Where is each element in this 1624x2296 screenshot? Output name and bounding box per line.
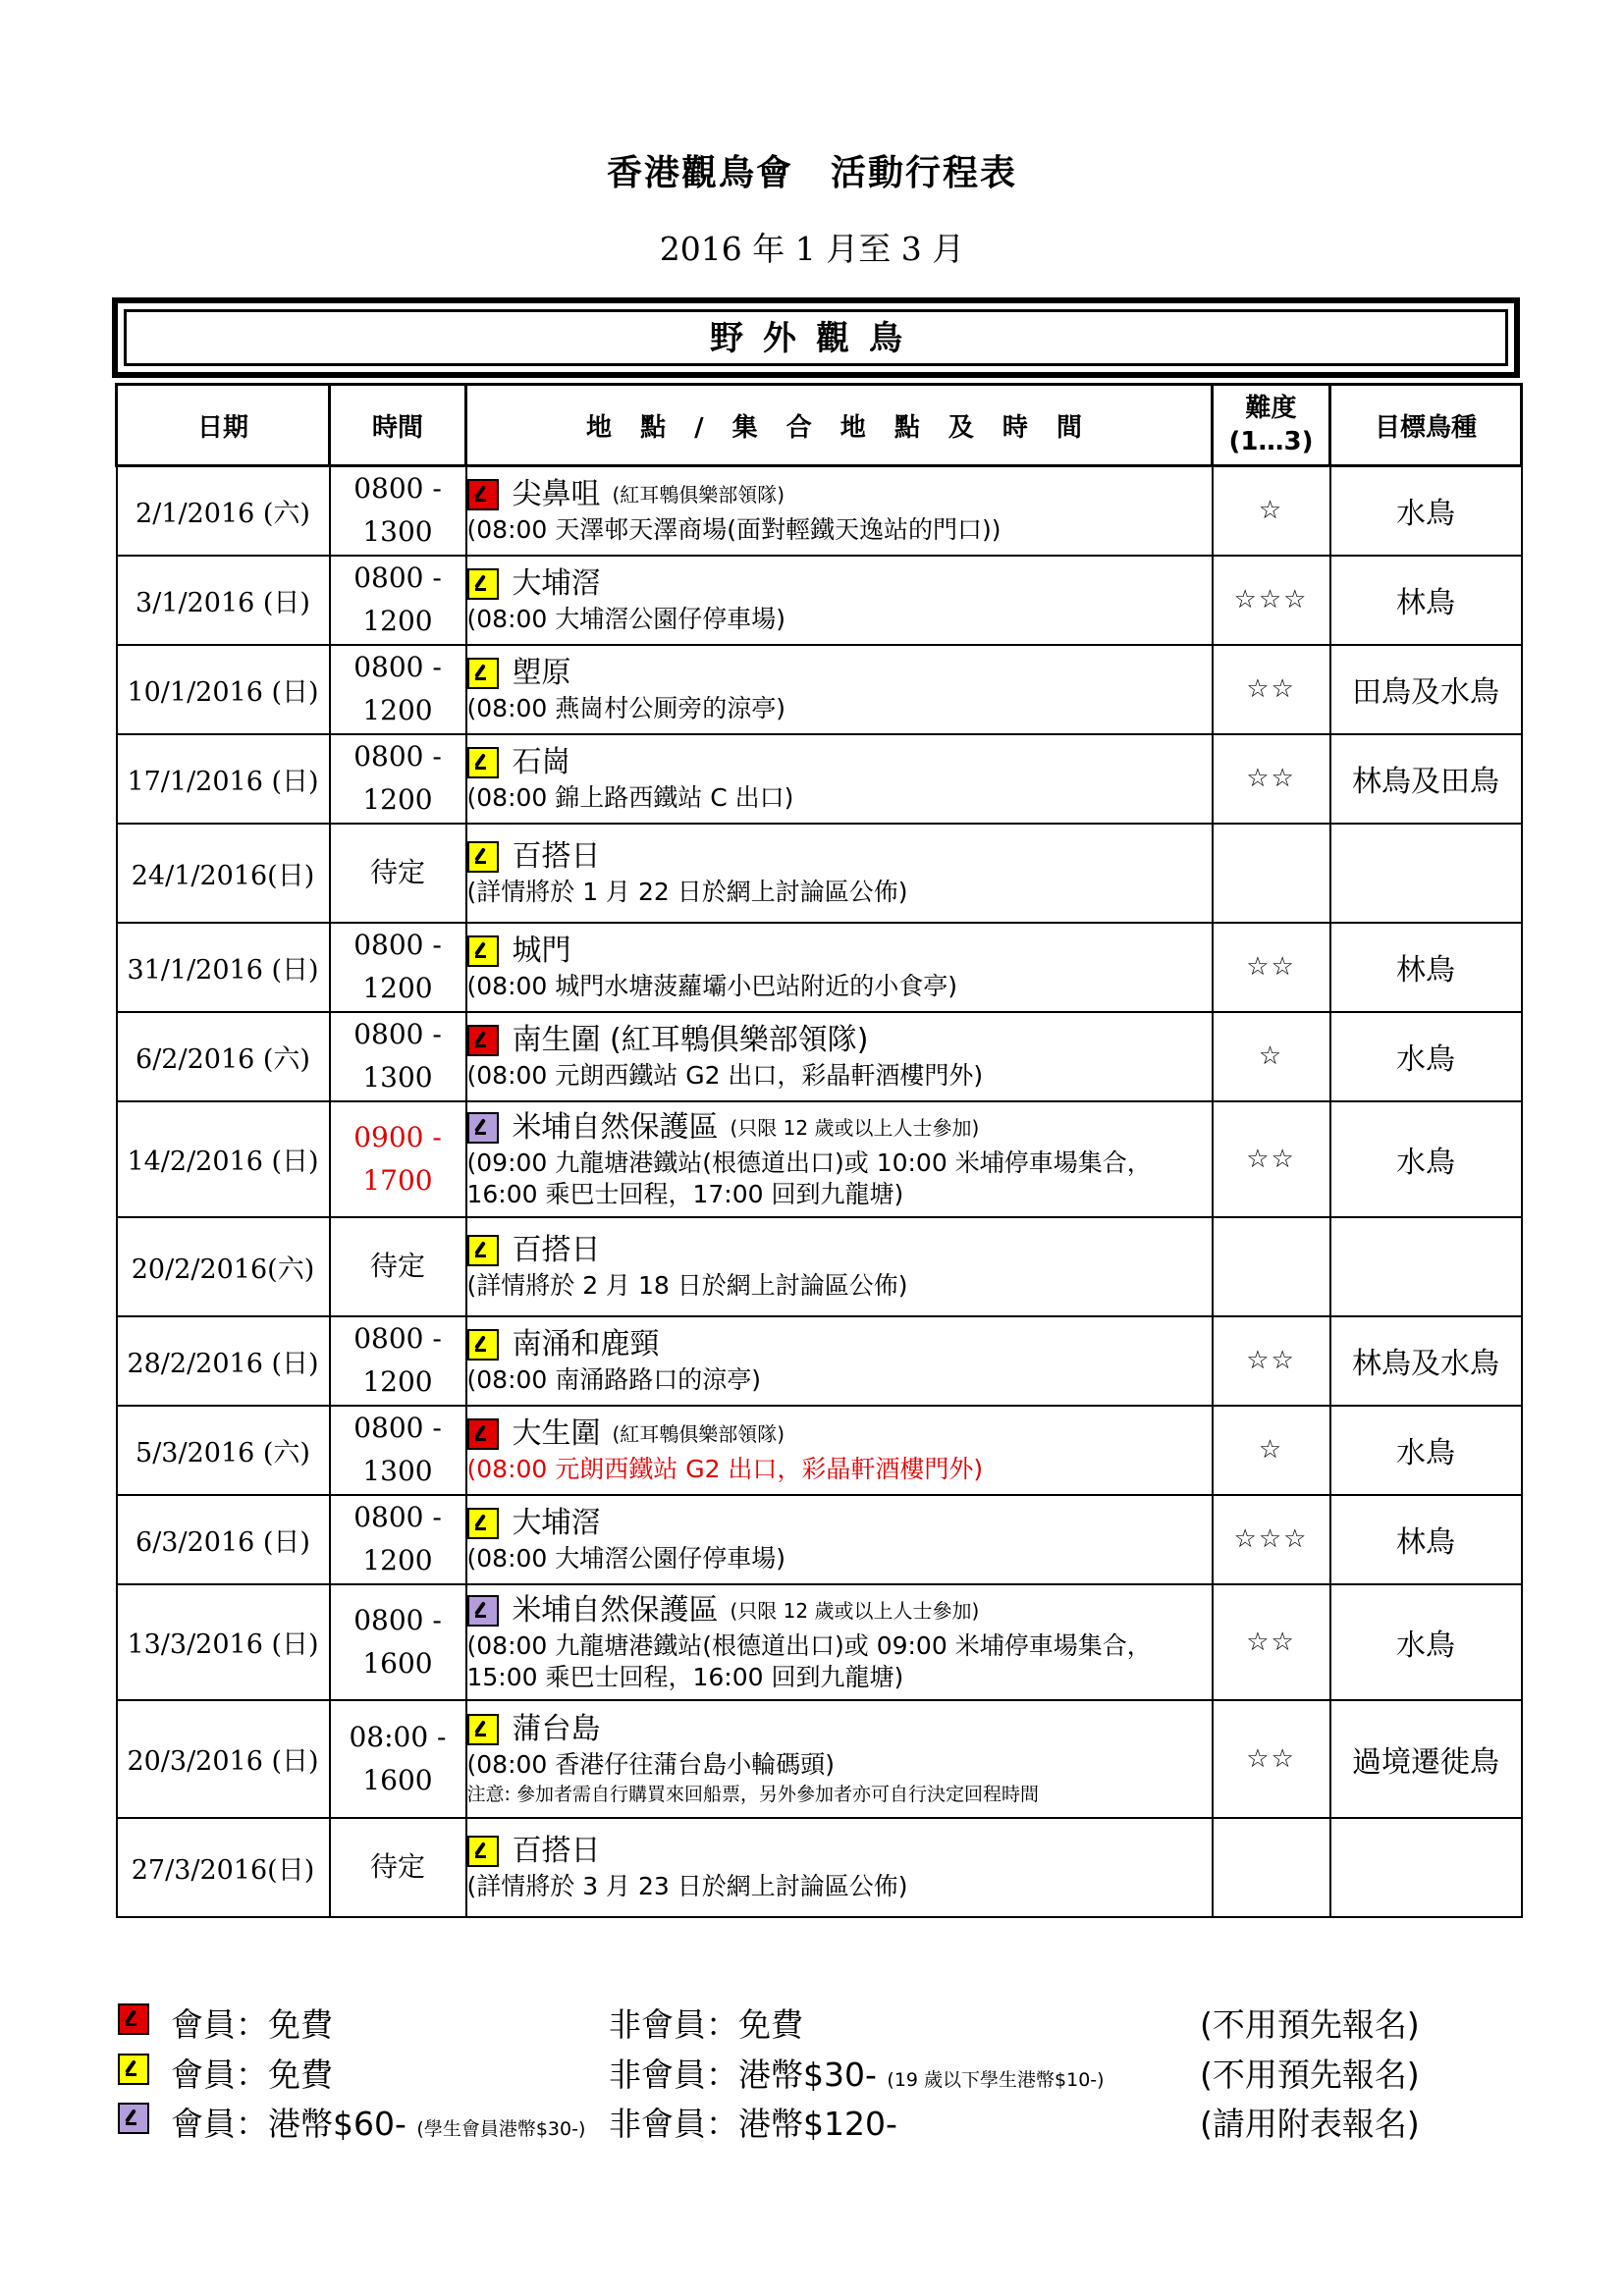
location-detail: (08:00 大埔滘公園仔停車場) [466,1544,786,1573]
location-name-line [467,1504,1212,1543]
fee-badge-yellow-icon [467,841,499,873]
location-name-line [467,932,1212,971]
cell-location [466,1818,1213,1917]
cell-target-birds: 林鳥 [1330,923,1522,1012]
location-name-line [467,1108,1212,1148]
fee-badge-yellow-icon [467,1329,499,1361]
cell-date: 10/1/2016 (日) [117,645,330,734]
time-start: 0800 - [353,1322,442,1355]
table-row [117,1700,1522,1818]
location-name: 尖鼻咀 [512,477,601,512]
cell-target-birds [1330,1217,1522,1316]
col-header-date: 日期 [117,385,330,466]
fee-badge-red-icon [467,1418,499,1450]
cell-difficulty: ☆☆☆ [1213,1495,1330,1584]
table-row [117,824,1522,923]
cell-target-birds: 水鳥 [1330,1584,1522,1700]
location-name-line [467,475,1212,514]
location-name-line [467,1832,1212,1871]
cell-difficulty [1213,1818,1330,1917]
cell-difficulty: ☆☆ [1213,1101,1330,1217]
cell-date: 27/3/2016(日) [117,1818,330,1917]
cell-target-birds: 林鳥及水鳥 [1330,1316,1522,1406]
cell-difficulty: ☆☆ [1213,1700,1330,1818]
cell-difficulty: ☆☆☆ [1213,556,1330,645]
cell-difficulty: ☆ [1213,466,1330,556]
cell-difficulty: ☆ [1213,1406,1330,1495]
time-start: 0800 - [353,1603,442,1636]
table-row [117,923,1522,1012]
location-name: 大埔滘 [512,566,601,601]
location-name: 南生圍 (紅耳鵯俱樂部領隊) [512,1023,869,1057]
table-row [117,1316,1522,1406]
location-name: 百搭日 [512,1233,601,1267]
time-end: 1200 [362,972,433,1004]
section-title: 野外觀鳥 [710,319,922,358]
fee-badge-yellow-icon [467,1714,499,1745]
cell-location [466,824,1213,923]
location-name-line [467,1021,1212,1060]
location-name-line [467,743,1212,782]
cell-target-birds: 水鳥 [1330,1406,1522,1495]
table-row [117,734,1522,824]
cell-target-birds [1330,824,1522,923]
table-header-row [117,385,1522,466]
cell-location [466,1406,1213,1495]
cell-difficulty [1213,1217,1330,1316]
time-tbd: 待定 [369,1850,425,1883]
time-start: 08:00 - [349,1720,447,1753]
cell-time [330,1818,466,1917]
cell-time [330,556,466,645]
cell-date: 3/1/2016 (日) [117,556,330,645]
cell-date: 24/1/2016(日) [117,824,330,923]
time-end: 1600 [362,1646,433,1680]
cell-time [330,1700,466,1818]
table-row [117,1101,1522,1217]
time-end: 1200 [362,1544,433,1576]
fee-badge-yellow-icon [118,2054,149,2085]
legend-nonmember-fee [609,2050,1105,2096]
cell-location [466,1316,1213,1406]
cell-location [466,645,1213,734]
location-detail: (08:00 元朗西鐵站 G2 出口，彩晶軒酒樓門外) [466,1455,984,1483]
cell-date: 5/3/2016 (六) [117,1406,330,1495]
legend-registration: (不用預先報名) [1200,2005,1420,2044]
location-name: 大埔滘 [512,1506,601,1540]
cell-time [330,1217,466,1316]
col-header-difficulty-text: 難度(1…3) [1228,394,1314,456]
location-detail: (08:00 元朗西鐵站 G2 出口，彩晶軒酒樓門外) [466,1061,984,1090]
time-end: 1200 [362,1365,433,1398]
cell-target-birds [1330,1818,1522,1917]
cell-location [466,1101,1213,1217]
legend-nonmember-text: 非會員：港幣$30- [609,2056,877,2094]
location-detail: (詳情將於 1 月 22 日於網上討論區公佈) [466,878,908,906]
cell-target-birds: 水鳥 [1330,1012,1522,1101]
col-header-time: 時間 [330,385,466,466]
cell-difficulty [1213,824,1330,923]
cell-target-birds: 水鳥 [1330,466,1522,556]
fee-badge-red-icon [118,2003,149,2035]
cell-date: 28/2/2016 (日) [117,1316,330,1406]
cell-location [466,466,1213,556]
location-detail: (08:00 香港仔往蒲台島小輪碼頭) [466,1749,836,1779]
location-detail: (詳情將於 3 月 23 日於網上討論區公佈) [466,1872,908,1900]
location-name-line [467,837,1212,877]
location-remark: (紅耳鵯俱樂部領隊) [612,1422,785,1446]
location-name-line [467,1231,1212,1270]
location-name: 百搭日 [512,1834,601,1868]
time-end: 1300 [362,1455,433,1487]
location-name-line [467,1325,1212,1364]
cell-difficulty: ☆☆ [1213,645,1330,734]
page-subtitle: 2016 年 1 月至 3 月 [659,230,965,268]
cell-location [466,1700,1213,1818]
cell-time [330,1495,466,1584]
location-name: 百搭日 [512,839,601,874]
cell-time [330,824,466,923]
cell-difficulty: ☆☆ [1213,1316,1330,1406]
fee-badge-yellow-icon [467,1235,499,1266]
time-start: 0800 - [353,561,442,594]
location-name: 米埔自然保護區 [512,1109,719,1145]
location-detail: (08:00 南涌路路口的涼亭) [466,1365,762,1394]
cell-time [330,734,466,824]
fee-badge-purple-icon [118,2103,149,2134]
legend-registration: (不用預先報名) [1200,2056,1420,2094]
legend-row [118,2046,1434,2095]
fee-badge-purple-icon [467,1595,499,1627]
table-row [117,1818,1522,1917]
cell-location [466,556,1213,645]
cell-target-birds: 林鳥 [1330,556,1522,645]
legend-member-text: 會員：免費 [171,2005,333,2044]
legend-nonmember-fee [609,2099,897,2145]
table-row [117,556,1522,645]
location-name: 塱原 [512,656,571,690]
legend-nonmember-fee [609,2000,803,2046]
schedule-table [115,383,1523,1918]
fee-badge-yellow-icon [467,935,499,967]
fee-badge-red-icon [467,479,499,510]
location-name: 南涌和鹿頸 [512,1327,660,1362]
location-note: 注意: 參加者需自行購買來回船票，另外參加者亦可自行決定回程時間 [466,1783,1039,1805]
cell-target-birds: 水鳥 [1330,1101,1522,1217]
legend-registration: (請用附表報名) [1200,2105,1420,2143]
time-tbd: 待定 [369,856,425,888]
location-name: 大生圍 [512,1416,601,1451]
cell-time [330,1012,466,1101]
cell-time [330,1584,466,1700]
cell-time [330,645,466,734]
table-row [117,1217,1522,1316]
location-remark: (只限 12 歲或以上人士參加) [730,1115,980,1140]
location-detail: (09:00 九龍塘港鐵站(根德道出口)或 10:00 米埔停車場集合，16:00 乘巴士回程，17:00 回到九龍塘) [466,1148,1152,1208]
fee-badge-yellow-icon [467,1836,499,1867]
cell-date: 20/2/2016(六) [117,1217,330,1316]
location-detail: (08:00 城門水塘菠蘿壩小巴站附近的小食亭) [466,972,958,1000]
legend-member-fee [171,2099,585,2145]
location-name: 蒲台島 [512,1711,601,1746]
time-start: 0800 - [353,1412,442,1444]
cell-time [330,923,466,1012]
col-header-birds: 目標鳥種 [1330,385,1522,466]
time-start: 0800 - [353,929,442,961]
cell-location [466,1012,1213,1101]
location-detail: (08:00 錦上路西鐵站 C 出口) [466,783,794,812]
location-remark: (紅耳鵯俱樂部領隊) [612,483,785,507]
legend-member-note: (學生會員港幣$30-) [416,2118,586,2140]
table-row [117,1495,1522,1584]
table-row [117,466,1522,556]
cell-location [466,923,1213,1012]
table-row [117,1584,1522,1700]
time-start: 0800 - [353,651,442,683]
cell-date: 6/3/2016 (日) [117,1495,330,1584]
cell-date: 17/1/2016 (日) [117,734,330,824]
table-row [117,1406,1522,1495]
cell-location [466,734,1213,824]
cell-date: 20/3/2016 (日) [117,1700,330,1818]
time-end: 1300 [362,515,433,549]
legend-row [118,2095,1434,2144]
location-detail: (詳情將於 2 月 18 日於網上討論區公佈) [466,1271,908,1300]
fee-badge-yellow-icon [467,1508,499,1539]
legend-nonmember-note: (19 歲以下學生港幣$10-) [887,2069,1105,2091]
section-banner [112,297,1520,378]
cell-date: 6/2/2016 (六) [117,1012,330,1101]
fee-badge-yellow-icon [467,747,499,778]
legend-nonmember-text: 非會員：免費 [609,2005,803,2044]
table-row [117,645,1522,734]
cell-target-birds: 林鳥 [1330,1495,1522,1584]
legend-nonmember-text: 非會員：港幣$120- [609,2105,897,2143]
location-name: 城門 [512,934,571,968]
fee-badge-red-icon [467,1025,499,1056]
time-start: 0800 - [353,472,442,506]
table-row [117,1012,1522,1101]
cell-date: 31/1/2016 (日) [117,923,330,1012]
cell-location [466,1584,1213,1700]
cell-time [330,1101,466,1217]
fee-badge-yellow-icon [467,568,499,600]
location-detail: (08:00 九龍塘港鐵站(根德道出口)或 09:00 米埔停車場集合，15:00 乘巴士回程，16:00 回到九龍塘) [466,1630,1152,1691]
legend-member-text: 會員：免費 [171,2056,333,2094]
location-name-line [467,654,1212,693]
cell-target-birds: 過境遷徙鳥 [1330,1700,1522,1818]
fee-badge-yellow-icon [467,658,499,689]
location-name: 米埔自然保護區 [512,1592,719,1628]
cell-difficulty: ☆☆ [1213,734,1330,824]
time-start: 0800 - [353,1018,442,1050]
time-start: 0800 - [353,1501,442,1533]
time-end: 1200 [362,694,433,726]
page-title: 香港觀鳥會 活動行程表 [606,153,1017,193]
location-name-line [467,564,1212,604]
col-header-location: 地 點 / 集 合 地 點 及 時 間 [466,385,1213,466]
cell-target-birds: 田鳥及水鳥 [1330,645,1522,734]
cell-target-birds: 林鳥及田鳥 [1330,734,1522,824]
time-start: 0900 - [353,1120,442,1153]
location-detail: (08:00 大埔滘公園仔停車場) [466,605,786,633]
cell-time [330,1316,466,1406]
legend-member-text: 會員：港幣$60- [171,2105,406,2143]
time-end: 1700 [362,1163,433,1197]
location-detail: (08:00 燕崗村公厠旁的涼亭) [466,694,786,722]
cell-difficulty: ☆☆ [1213,923,1330,1012]
col-header-difficulty [1213,385,1330,466]
time-end: 1300 [362,1061,433,1094]
location-detail: (08:00 天澤邨天澤商場(面對輕鐵天逸站的門口)) [466,515,1001,545]
time-end: 1200 [362,605,433,637]
location-remark: (只限 12 歲或以上人士參加) [730,1598,980,1623]
legend-member-fee [171,2050,333,2096]
cell-time [330,1406,466,1495]
location-name: 石崗 [512,745,571,779]
time-end: 1200 [362,783,433,816]
location-name-line [467,1415,1212,1454]
time-tbd: 待定 [369,1250,425,1282]
cell-difficulty: ☆☆ [1213,1584,1330,1700]
legend-member-fee [171,2000,333,2046]
cell-time [330,466,466,556]
cell-date: 2/1/2016 (六) [117,466,330,556]
cell-location [466,1495,1213,1584]
time-end: 1600 [362,1763,433,1796]
cell-date: 13/3/2016 (日) [117,1584,330,1700]
time-start: 0800 - [353,740,442,773]
cell-date: 14/2/2016 (日) [117,1101,330,1217]
legend-row [118,1996,1434,2045]
location-name-line [467,1710,1212,1749]
location-name-line [467,1591,1212,1630]
cell-location [466,1217,1213,1316]
fee-badge-purple-icon [467,1112,499,1144]
cell-difficulty: ☆ [1213,1012,1330,1101]
